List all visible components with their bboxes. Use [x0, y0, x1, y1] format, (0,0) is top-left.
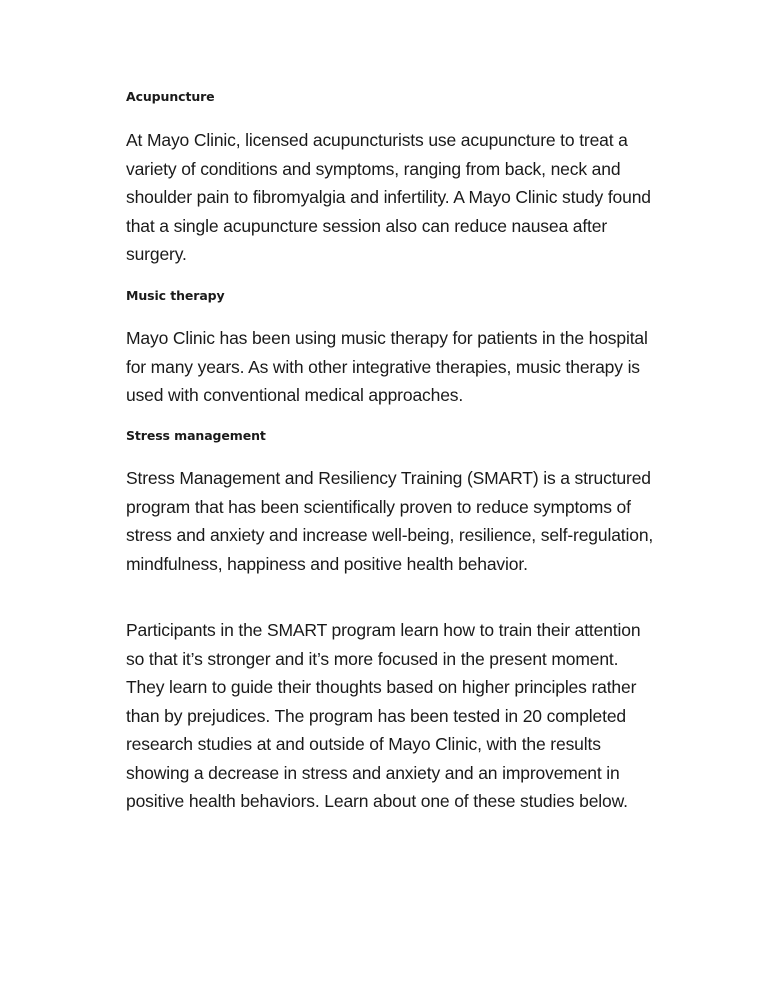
section-heading-music-therapy: Music therapy	[126, 288, 225, 303]
paragraph-music-therapy: Mayo Clinic has been using music therapy for patients in the hospital for many years. As with other integrative therapies, music therapy is used with conventional medical approaches.	[126, 328, 648, 405]
paragraph-stress-management-2: Participants in the SMART program learn how to train their attention so that it’s stronger and it’s more focused in the present moment. They learn to guide their thoughts based on higher principles rather than by prejudices. The program has been tested in 20 completed research studies at and outside of Mayo Clinic, with the results showing a decrease in stress and anxiety and an improvement in positive health behaviors. Learn about one of these studies below.	[126, 620, 641, 811]
paragraph-acupuncture: At Mayo Clinic, licensed acupuncturists use acupuncture to treat a variety of conditions and symptoms, ranging from back, neck and shoulder pain to fibromyalgia and infertility. A Mayo Clinic study found that a single acupuncture session also can reduce nausea after surgery.	[126, 130, 651, 264]
section-heading-acupuncture: Acupuncture	[126, 89, 215, 104]
section-heading-stress-management: Stress management	[126, 428, 266, 443]
paragraph-stress-management-1: Stress Management and Resiliency Training (SMART) is a structured program that has been scientifically proven to reduce symptoms of stress and anxiety and increase well-being, resilience, self-regulation, mindfulness, happiness and positive health behavior.	[126, 468, 654, 574]
